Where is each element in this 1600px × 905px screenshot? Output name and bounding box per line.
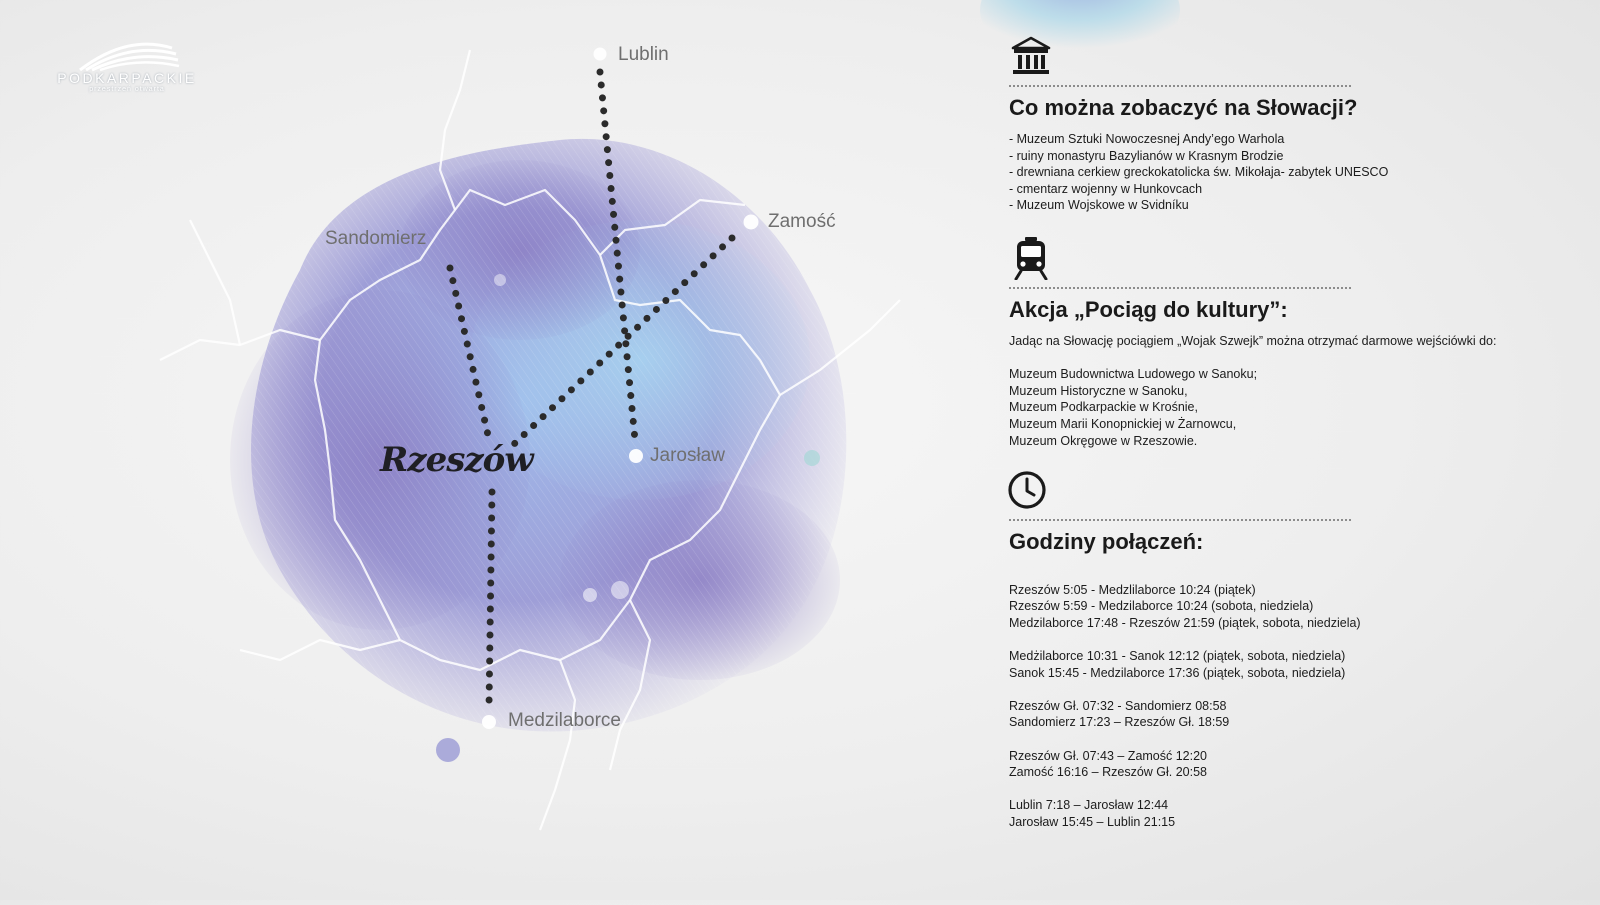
city-label-jaroslaw: Jarosław [650,445,725,466]
section-separator [1009,287,1351,289]
city-label-lublin: Lublin [618,44,669,65]
schedule-row: Sanok 15:45 - Medzilaborce 17:36 (piątek, sobota, niedziela) [1009,665,1346,680]
sights-list [1009,131,1569,214]
list-item: Muzeum Marii Konopnickiej w Żarnowcu, [1009,416,1237,431]
marker-medzilaborce [482,715,496,729]
watercolor-region [230,139,846,762]
schedule-row: Sandomierz 17:23 – Rzeszów Gł. 18:59 [1009,715,1230,730]
schedule-row: Medżilaborce 10:31 - Sanok 12:12 (piątek, sobota, niedziela) [1009,648,1346,663]
clock-icon [1005,468,1049,512]
city-label-sandomierz: Sandomierz [325,228,427,249]
schedule-list [1009,582,1569,831]
city-label-rzeszow: Rzeszów [380,440,533,480]
marker-lublin [594,48,607,61]
schedule-row: Medzilaborce 17:48 - Rzeszów 21:59 (piątek, sobota, niedziela) [1009,615,1361,630]
museum-building-icon [1009,34,1053,78]
schedule-row: Rzeszów Gł. 07:43 – Zamość 12:20 [1009,748,1208,763]
list-item: - drewniana cerkiew greckokatolicka św. Mikołaja- zabytek UNESCO [1009,165,1389,180]
schedule-row: Rzeszów 5:59 - Medzilaborce 10:24 (sobota, niedziela) [1009,599,1314,614]
schedule-gap [1009,631,1569,648]
schedule-gap [1009,781,1569,798]
list-item: - ruiny monastyru Bazylianów w Krasnym Brodzie [1009,148,1284,163]
list-item: Muzeum Budownictwa Ludowego w Sanoku; [1009,367,1258,382]
schedule-gap [1009,681,1569,698]
section3-title: Godziny połączeń: [1009,529,1204,554]
schedule-row: Lublin 7:18 – Jarosław 12:44 [1009,798,1169,813]
marker-zamosc [744,215,759,230]
section-slovakia-sights [1009,34,1569,214]
logo-name: PODKARPACKIE [57,70,197,86]
city-label-zamosc: Zamość [768,211,836,232]
list-item: Muzeum Okręgowe w Rzeszowie. [1009,433,1198,448]
section-schedule [1009,468,1569,831]
list-item: - Muzeum Sztuki Nowoczesnej Andy’ego Warhola [1009,132,1285,146]
list-item: - Muzeum Wojskowe w Svidníku [1009,198,1189,213]
list-item: Muzeum Podkarpackie w Krośnie, [1009,400,1198,415]
section-separator [1009,519,1351,521]
museums-list [1009,366,1569,449]
schedule-row: Rzeszów Gł. 07:32 - Sandomierz 08:58 [1009,698,1227,713]
schedule-row: Zamość 16:16 – Rzeszów Gł. 20:58 [1009,765,1208,780]
section2-title: Akcja „Pociąg do kultury”: [1009,297,1288,322]
section1-title: Co można zobaczyć na Słowacji? [1009,95,1358,120]
city-label-medzilaborce: Medzilaborce [508,710,621,731]
train-icon [1009,236,1053,280]
section2-intro: Jadąc na Słowację pociągiem „Wojak Szwejk” można otrzymać darmowe wejściówki do: [1009,334,1497,348]
schedule-row: Rzeszów 5:05 - Medzlilaborce 10:24 (piątek) [1009,582,1256,597]
section-separator [1009,85,1351,87]
schedule-row: Jarosław 15:45 – Lublin 21:15 [1009,814,1176,829]
marker-jaroslaw [629,449,643,463]
list-item: - cmentarz wojenny w Hunkovcach [1009,181,1203,196]
section-culture-train [1009,236,1569,449]
list-item: Muzeum Historyczne w Sanoku, [1009,383,1188,398]
logo-tagline: przestrzeń otwarta [89,86,165,93]
schedule-gap [1009,731,1569,748]
